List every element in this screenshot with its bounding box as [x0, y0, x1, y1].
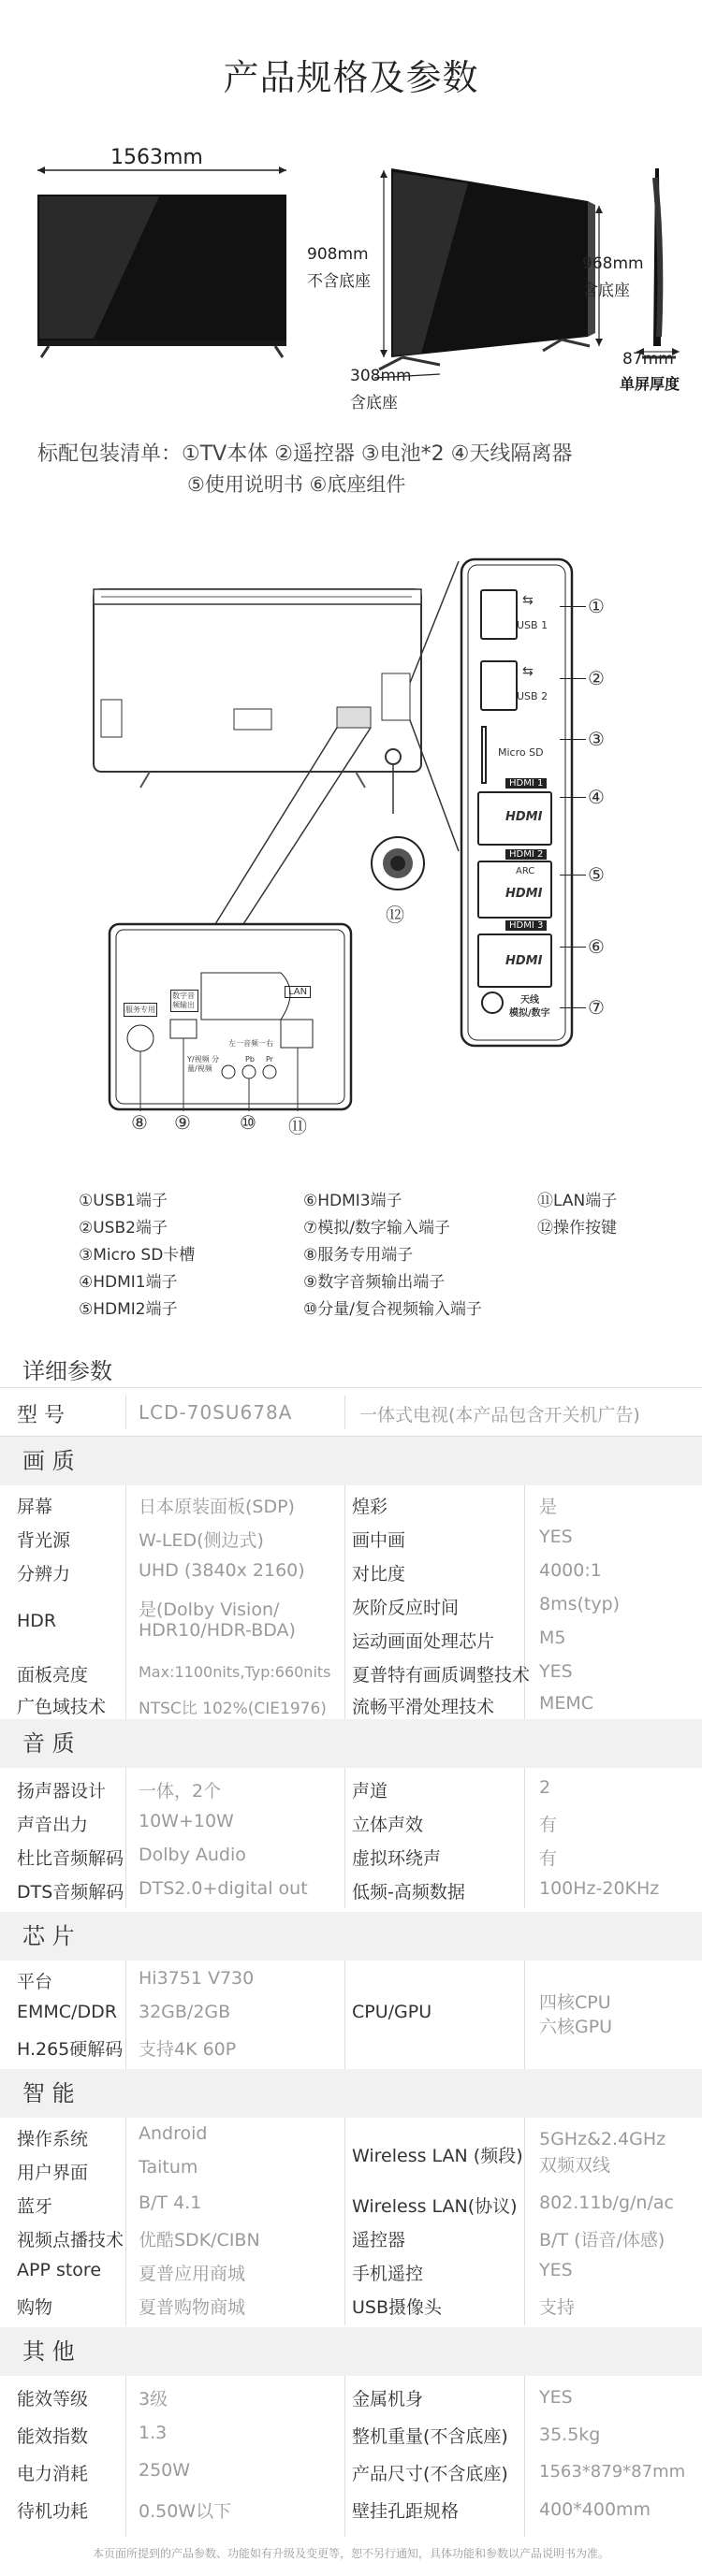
- pointer-line: [560, 875, 586, 876]
- spec-value: W-LED(侧边式): [139, 1530, 264, 1551]
- pointer-line: [560, 1007, 586, 1008]
- specs-header-title: 详细参数: [22, 1358, 112, 1384]
- hdmi-logo: HDMI: [505, 954, 543, 968]
- rear-port-diagram: [0, 543, 702, 1141]
- usb2-port: [480, 660, 518, 711]
- av-top-label: 左一音频一右: [228, 1039, 273, 1048]
- section-picture: 画 质: [0, 1437, 702, 1485]
- pointer-line: [560, 606, 586, 607]
- spec-label: 视频点播技术: [17, 2230, 124, 2250]
- port-number-11: ⑪: [288, 1115, 307, 1137]
- divider: [125, 1961, 126, 2069]
- port-number-9: ⑨: [174, 1111, 191, 1134]
- spec-label: 操作系统: [17, 2129, 89, 2149]
- spec-label: 扬声器设计: [17, 1781, 107, 1802]
- legend-item: ⑥HDMI3端子: [303, 1192, 402, 1210]
- spec-label: 煌彩: [352, 1497, 388, 1517]
- spec-label: 能效指数: [17, 2426, 89, 2447]
- picture-table: [0, 1485, 702, 1719]
- spec-label: APP store: [17, 2260, 102, 2280]
- port-number-7: ⑦: [588, 996, 605, 1019]
- legend-item: ⑨数字音频输出端子: [303, 1273, 446, 1292]
- spec-value: 四核CPU: [539, 1992, 611, 2013]
- spec-value: Dolby Audio: [139, 1845, 246, 1865]
- divider: [125, 2118, 126, 2325]
- spec-label: 杜比音频解码: [17, 1848, 124, 1869]
- spec-label: 声道: [352, 1781, 388, 1802]
- thickness-label-2: 单屏厚度: [620, 375, 680, 393]
- legend-item: ④HDMI1端子: [79, 1273, 178, 1292]
- spec-label: 低频-高频数据: [352, 1882, 465, 1903]
- port-number-4: ④: [588, 786, 605, 808]
- spec-value: 是(Dolby Vision/: [139, 1599, 280, 1620]
- audio-table: [0, 1768, 702, 1908]
- spec-value: 一体，2个: [139, 1781, 222, 1802]
- legend-item: ③Micro SD卡槽: [79, 1246, 196, 1265]
- spec-label: H.265硬解码: [17, 2039, 124, 2060]
- port-number-5: ⑤: [588, 863, 605, 886]
- spec-value: YES: [539, 2260, 573, 2280]
- spec-value: B/T 4.1: [139, 2192, 202, 2213]
- spec-label: 声音出力: [17, 1815, 89, 1835]
- spec-value: YES: [539, 1527, 573, 1547]
- pointer-line: [560, 678, 586, 679]
- spec-value: 35.5kg: [539, 2424, 601, 2445]
- spec-label: 购物: [17, 2297, 53, 2318]
- legend-item: ⑧服务专用端子: [303, 1246, 414, 1265]
- model-label: 型 号: [17, 1404, 65, 1427]
- spec-value: 1563*879*87mm: [539, 2462, 686, 2482]
- section-other: 其 他: [0, 2327, 702, 2376]
- spec-label: 虚拟环绕声: [352, 1848, 442, 1869]
- depth-label-1: 308mm: [350, 367, 412, 385]
- spec-label: 能效等级: [17, 2389, 89, 2410]
- legend-item: ⑪LAN端子: [537, 1192, 618, 1210]
- spec-label: Wireless LAN(协议): [352, 2196, 518, 2217]
- spec-value: 0.50W以下: [139, 2501, 232, 2522]
- spec-label: 电力消耗: [17, 2464, 89, 2484]
- usb1-port: [480, 589, 518, 640]
- spec-label: 背光源: [17, 1530, 71, 1551]
- divider: [344, 2118, 345, 2325]
- spec-value: MEMC: [539, 1693, 594, 1714]
- spec-label: 产品尺寸(不含底座): [352, 2464, 508, 2484]
- section-audio: 音 质: [0, 1719, 702, 1768]
- spec-value: 夏普购物商城: [139, 2297, 246, 2318]
- spec-value: Hi3751 V730: [139, 1968, 255, 1989]
- divider: [125, 2376, 126, 2537]
- port-legend: [79, 1188, 678, 1328]
- spec-label: 手机遥控: [352, 2264, 424, 2284]
- spec-value: DTS2.0+digital out: [139, 1878, 308, 1899]
- pr-label: Pr: [266, 1055, 273, 1064]
- spec-value: 有: [539, 1848, 558, 1869]
- spec-label: EMMC/DDR: [17, 2002, 117, 2022]
- legend-item: ⑫操作按键: [537, 1219, 617, 1237]
- spec-value: 400*400mm: [539, 2499, 651, 2520]
- microsd-slot: [481, 726, 487, 784]
- spec-value: YES: [539, 1661, 573, 1682]
- spec-value: HDR10/HDR-BDA): [139, 1620, 296, 1641]
- rear-panel-drawing: [0, 543, 702, 1141]
- spec-value: 10W+10W: [139, 1811, 234, 1831]
- spec-label: CPU/GPU: [352, 2002, 432, 2022]
- spec-label: 遥控器: [352, 2230, 406, 2250]
- height-stand-1: 968mm: [582, 254, 644, 273]
- spec-value: 4000:1: [539, 1560, 602, 1581]
- spec-label: USB摄像头: [352, 2297, 443, 2318]
- hdmi1-label: HDMI 1: [505, 778, 547, 789]
- spec-value: 夏普应用商城: [139, 2264, 246, 2284]
- divider: [524, 2118, 525, 2325]
- legend-col-2: [303, 1188, 547, 1324]
- av-in-label: Y/视频 分量/视频: [187, 1055, 220, 1073]
- spec-value: 是: [539, 1497, 558, 1517]
- spec-label: 灰阶反应时间: [352, 1598, 460, 1618]
- usb2-label: USB 2: [517, 690, 548, 702]
- page-title: 产品规格及参数: [223, 57, 479, 98]
- spec-label: 流畅平滑处理技术: [352, 1697, 495, 1717]
- smart-table: [0, 2118, 702, 2325]
- spec-value: B/T (语音/体感): [539, 2230, 665, 2250]
- spec-label: 画中画: [352, 1530, 406, 1551]
- divider: [344, 1396, 345, 1429]
- legend-item: ⑦模拟/数字输入端子: [303, 1219, 450, 1237]
- other-table: [0, 2376, 702, 2537]
- model-note: 一体式电视(本产品包含开关机广告): [359, 1405, 640, 1425]
- pointer-line: [560, 797, 586, 798]
- legend-item: ②USB2端子: [79, 1219, 168, 1237]
- spec-value: 8ms(typ): [539, 1594, 621, 1614]
- legend-col-3: [537, 1188, 668, 1242]
- spec-value: UHD (3840x 2160): [139, 1560, 305, 1581]
- divider: [524, 1961, 525, 2069]
- spec-value: 802.11b/g/n/ac: [539, 2192, 674, 2213]
- port-number-3: ③: [588, 728, 605, 750]
- hdmi2-label: HDMI 2: [505, 849, 547, 860]
- spec-label: 待机功耗: [17, 2501, 89, 2522]
- legend-col-1: [79, 1188, 294, 1324]
- spec-label: 壁挂孔距规格: [352, 2501, 460, 2522]
- spec-value: 5GHz&2.4GHz: [539, 2129, 666, 2149]
- divider: [344, 1961, 345, 2069]
- spec-label: 对比度: [352, 1564, 406, 1585]
- section-smart: 智 能: [0, 2069, 702, 2118]
- spec-label: 金属机身: [352, 2389, 424, 2410]
- height-label-1: 908mm: [307, 245, 369, 264]
- port-number-6: ⑥: [588, 935, 605, 958]
- hdmi-logo: HDMI: [505, 887, 543, 901]
- spec-value: Max:1100nits,Typ:660nits: [139, 1663, 331, 1681]
- spec-value: 六核GPU: [539, 2017, 613, 2037]
- depth-label-2: 含底座: [350, 394, 398, 412]
- spec-value: Android: [139, 2123, 208, 2144]
- specs-header: [0, 1347, 702, 1388]
- usb1-label: USB 1: [517, 619, 548, 631]
- port-number-10: ⑩: [240, 1111, 256, 1134]
- spec-label: 面板亮度: [17, 1665, 89, 1686]
- spec-label: 夏普特有画质调整技术: [352, 1665, 531, 1686]
- spec-value: 100Hz-20KHz: [539, 1878, 660, 1899]
- lan-label: LAN: [285, 986, 311, 998]
- chip-table: [0, 1961, 702, 2069]
- port-number-1: ①: [588, 595, 605, 617]
- arc-label: ARC: [516, 866, 535, 876]
- antenna-label-2: 模拟/数字: [509, 1008, 550, 1019]
- usb-icon: ⇆: [522, 664, 534, 679]
- pointer-line: [560, 739, 586, 740]
- spec-value: 日本原装面板(SDP): [139, 1497, 295, 1517]
- spec-value: 有: [539, 1815, 558, 1835]
- spec-value: 2: [539, 1777, 551, 1798]
- spec-value: 250W: [139, 2460, 191, 2481]
- port-number-2: ②: [588, 667, 605, 689]
- spec-value: M5: [539, 1628, 566, 1648]
- spec-label: 广色域技术: [17, 1697, 107, 1717]
- spec-label: 整机重量(不含底座): [352, 2426, 508, 2447]
- divider: [344, 1768, 345, 1908]
- spec-value: 1.3: [139, 2423, 168, 2443]
- model-value: LCD-70SU678A: [139, 1401, 293, 1424]
- height-label-2: 不含底座: [307, 272, 371, 291]
- spec-value: 32GB/2GB: [139, 2002, 231, 2022]
- spec-label: 用户界面: [17, 2163, 89, 2183]
- divider: [344, 2376, 345, 2537]
- spec-label: 立体声效: [352, 1815, 424, 1835]
- accessories-line-2: ⑤使用说明书 ⑥底座组件: [187, 473, 406, 496]
- digital-audio-label: 数字音频输出: [170, 990, 198, 1012]
- spec-value: 3级: [139, 2389, 168, 2410]
- antenna-label-1: 天线: [520, 995, 539, 1006]
- divider: [125, 1768, 126, 1908]
- spec-label: 运动画面处理芯片: [352, 1631, 495, 1652]
- spec-value: Taitum: [139, 2157, 198, 2178]
- spec-label: DTS音频解码: [17, 1882, 124, 1903]
- microsd-label: Micro SD: [498, 746, 544, 759]
- spec-label: 分辨力: [17, 1564, 71, 1585]
- port-number-12: ⑫: [386, 904, 404, 926]
- spec-label: 平台: [17, 1972, 53, 1992]
- divider: [524, 1768, 525, 1908]
- section-chip: 芯 片: [0, 1912, 702, 1961]
- accessories-line-1: 标配包装清单：①TV本体 ②遥控器 ③电池*2 ④天线隔离器: [37, 442, 573, 466]
- spec-label: 屏幕: [17, 1497, 53, 1517]
- thickness-label-1: 87mm: [622, 350, 674, 369]
- divider: [125, 1396, 126, 1429]
- height-stand-2: 含底座: [582, 282, 630, 300]
- pointer-line: [560, 947, 586, 948]
- spec-value: 支持: [539, 2297, 576, 2318]
- legend-item: ①USB1端子: [79, 1192, 168, 1210]
- pb-label: Pb: [245, 1055, 255, 1064]
- spec-value: NTSC比 102%(CIE1976): [139, 1700, 327, 1718]
- accessories-list: [37, 440, 693, 505]
- spec-label: HDR: [17, 1611, 57, 1631]
- spec-value: 支持4K 60P: [139, 2039, 237, 2060]
- legend-item: ⑩分量/复合视频输入端子: [303, 1300, 482, 1319]
- spec-value: 双频双线: [539, 2155, 611, 2176]
- spec-label: Wireless LAN (频段): [352, 2146, 523, 2166]
- divider: [125, 1485, 126, 1719]
- width-label: 1563mm: [110, 146, 203, 169]
- usb-icon: ⇆: [522, 593, 534, 608]
- model-row: [0, 1388, 702, 1437]
- spec-label: 蓝牙: [17, 2196, 53, 2217]
- divider: [344, 1485, 345, 1719]
- legend-item: ⑤HDMI2端子: [79, 1300, 178, 1319]
- hdmi3-label: HDMI 3: [505, 920, 547, 931]
- port-number-8: ⑧: [131, 1111, 148, 1134]
- service-label: 服务专用: [124, 1003, 157, 1017]
- spec-value: 优酷SDK/CIBN: [139, 2230, 260, 2250]
- antenna-port: [481, 991, 504, 1014]
- hdmi-logo: HDMI: [505, 810, 543, 824]
- divider: [524, 2376, 525, 2537]
- footnote: 本页面所提到的产品参数、功能如有升级及变更等，恕不另行通知，具体功能和参数以产品说明书为准。: [92, 2547, 609, 2560]
- spec-value: YES: [539, 2387, 573, 2408]
